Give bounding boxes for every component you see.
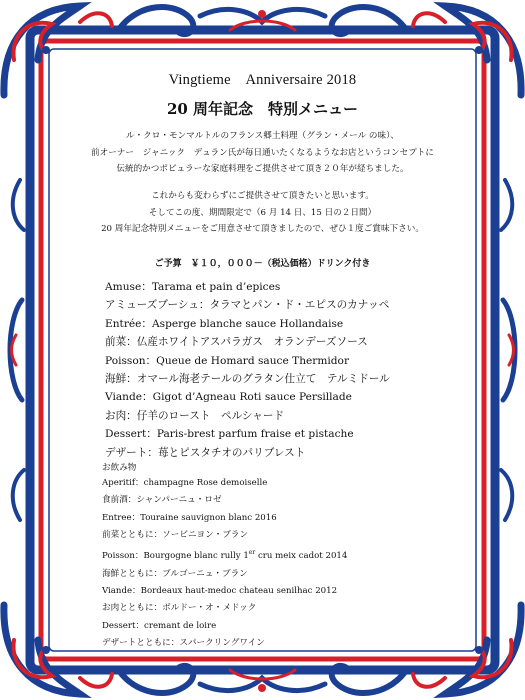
drink-entree-ja: 前菜とともに：ソービニヨン・ブラン bbox=[102, 530, 249, 541]
intro-line: 20 周年記念特別メニューをご用意させて頂きましたので、ぜひ１度ご賞味下さい。 bbox=[101, 224, 424, 235]
drink-dessert-fr: Dessert：cremant de loire bbox=[102, 620, 217, 631]
course-amuse-fr: Amuse：Tarama et pain d’epices bbox=[105, 281, 281, 293]
intro-line: そしてこの度、期間限定で（6 月 14 日、15 日の２日間） bbox=[148, 207, 377, 218]
page-title: Vingtieme Anniversaire 2018 bbox=[168, 72, 357, 88]
course-dessert-ja: デザート：苺とピスタチオのパリブレスト bbox=[105, 446, 306, 459]
course-entree-fr: Entrée：Asperge blanche sauce Hollandaise bbox=[105, 317, 344, 330]
drink-viande-fr: Viande：Bordeaux haut-medoc chateau senilhac 2012 bbox=[102, 586, 338, 597]
drink-dessert-ja: デザートとともに：スパークリングワイン bbox=[102, 638, 265, 649]
course-entree-ja: 前菜：仏産ホワイトアスパラガス オランデーズソース bbox=[105, 336, 368, 349]
drink-poisson-main: Poisson：Bourgogne blanc rully 1 bbox=[102, 551, 249, 562]
price-line: ご予算 ￥１０，０００－（税込価格）ドリンク付き bbox=[154, 259, 371, 269]
intro-line: 前オーナー ジャニック デュラン氏が毎日通いたくなるようなお店というコンセプトに bbox=[91, 147, 434, 158]
drinks-heading: お飲み物 bbox=[102, 463, 137, 473]
course-viande-ja: お肉：仔羊のロースト ペルシャード bbox=[105, 409, 285, 422]
intro-line: ル・クロ・モンマルトルのフランス郷土料理（グラン・メール の味）、 bbox=[125, 131, 399, 141]
intro-line: これからも変わらずにご提供させて頂きたいと思います。 bbox=[151, 191, 374, 201]
intro-paragraph bbox=[0, 128, 525, 178]
drink-viande-ja: お肉とともに：ボルドー・オ・メドック bbox=[102, 603, 257, 614]
course-poisson-fr: Poisson：Queue de Homard sauce Thermidor bbox=[105, 354, 350, 367]
drink-poisson-fr bbox=[102, 544, 432, 565]
drink-poisson-tail: cru meix cadot 2014 bbox=[255, 551, 348, 562]
course-poisson-ja: 海鮮：オマール海老テールのグラタン仕立て テルミドール bbox=[105, 373, 390, 386]
intro-line: 伝統的かつポピュラーな家庭料理をご提供させて頂き２０年が経ちました。 bbox=[116, 164, 409, 175]
course-amuse-ja: アミューズブーシュ：タラマとパン・ド・エピスのカナッペ bbox=[105, 299, 390, 312]
course-dessert-fr: Dessert：Paris-brest parfum fraise et pistache bbox=[105, 428, 354, 441]
intro-paragraph-2 bbox=[0, 188, 525, 238]
drink-aperitif-ja: 食前酒：シャンパーニュ・ロゼ bbox=[102, 495, 222, 506]
drink-entree-fr: Entree：Touraine sauvignon blanc 2016 bbox=[102, 512, 277, 523]
course-list bbox=[105, 278, 435, 462]
course-viande-fr: Viande：Gigot d’Agneau Roti sauce Persillade bbox=[105, 391, 352, 404]
drink-aperitif-fr: Aperitif：champagne Rose demoiselle bbox=[102, 478, 268, 488]
drink-list bbox=[102, 475, 432, 652]
page-subtitle: 20 周年記念 特別メニュー bbox=[166, 100, 359, 118]
drink-poisson-ja: 海鮮とともに：ブルゴーニュ・ブラン bbox=[102, 568, 248, 579]
ordinal-suffix: er bbox=[248, 549, 256, 557]
